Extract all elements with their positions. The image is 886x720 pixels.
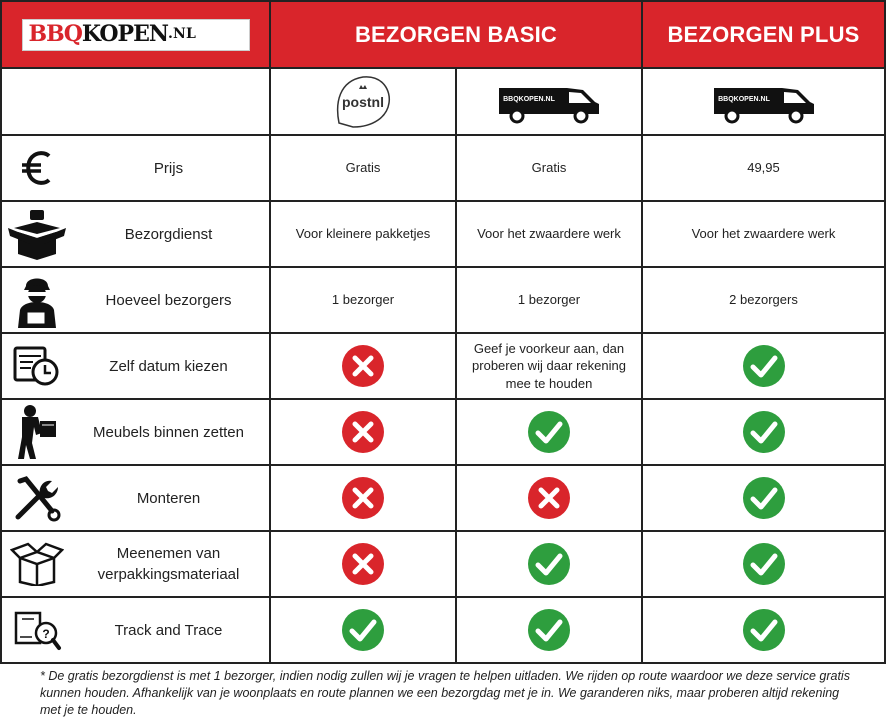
plus-value: 2 bezorgers — [643, 268, 886, 334]
logo-nl-text: .NL — [167, 26, 197, 43]
check-icon — [643, 400, 886, 466]
header-basic: BEZORGEN BASIC — [271, 0, 643, 69]
feature-cell — [0, 136, 271, 202]
package-icon — [2, 208, 72, 260]
feature-label: Meubels binnen zetten — [93, 423, 244, 441]
feature-cell — [0, 334, 271, 400]
basic-value: Gratis — [457, 136, 643, 202]
feature-cell — [0, 598, 271, 664]
check-icon — [643, 466, 886, 532]
basic-value: 1 bezorger — [457, 268, 643, 334]
logo-cell — [0, 0, 271, 69]
check-icon — [457, 598, 643, 664]
calendar-clock-icon — [2, 344, 72, 388]
carrier-basic-van-cell — [457, 69, 643, 136]
postnl-value: Gratis — [271, 136, 457, 202]
feature-label: Track and Trace — [114, 621, 223, 639]
plus-value: Voor het zwaardere werk — [643, 202, 886, 268]
footnote: * De gratis bezorgdienst is met 1 bezorger, indien nodig zullen wij je vragen te helpen uitladen. We rijden op route waardoor we deze service gratis kunnen houden. Afhankelijk van je woonplaats en route plannen we een bezorgdag met je in. We garanderen niks, maar proberen altijd rekening met je te houden. — [40, 669, 850, 717]
feature-cell — [0, 532, 271, 598]
feature-label: Meenemen van verpakkingsmateriaal — [97, 545, 240, 583]
logo-bbq-text: BBQ — [28, 20, 82, 47]
cross-icon — [271, 334, 457, 400]
svg-text:BBQKOPEN.NL: BBQKOPEN.NL — [503, 95, 555, 103]
cross-icon — [271, 466, 457, 532]
delivery-person-icon — [2, 403, 72, 461]
delivery-van-icon — [712, 80, 816, 124]
feature-label: Monteren — [136, 489, 201, 507]
courier-icon — [2, 272, 72, 328]
track-trace-icon — [2, 607, 72, 653]
check-icon — [643, 598, 886, 664]
check-icon — [643, 532, 886, 598]
open-box-icon — [2, 542, 72, 586]
svg-text:?: ? — [42, 627, 50, 641]
cross-icon — [457, 466, 643, 532]
check-icon — [643, 334, 886, 400]
feature-cell — [0, 202, 271, 268]
plus-value: 49,95 — [643, 136, 886, 202]
svg-text:BBQKOPEN.NL: BBQKOPEN.NL — [717, 95, 770, 103]
postnl-value: 1 bezorger — [271, 268, 457, 334]
feature-cell — [0, 466, 271, 532]
header-plus: BEZORGEN PLUS — [643, 0, 886, 69]
basic-value: Voor het zwaardere werk — [457, 202, 643, 268]
feature-label: Prijs — [153, 159, 184, 177]
delivery-van-icon — [497, 80, 601, 124]
bbqkopen-logo — [22, 19, 250, 51]
check-icon — [457, 400, 643, 466]
logo-kopen-text: KOPEN — [81, 20, 168, 47]
carrier-empty-cell — [0, 69, 271, 136]
tools-icon — [2, 473, 72, 523]
postnl-logo-icon — [333, 73, 393, 131]
cross-icon — [271, 400, 457, 466]
carrier-postnl-cell — [271, 69, 457, 136]
carrier-plus-van-cell — [643, 69, 886, 136]
check-icon — [271, 598, 457, 664]
svg-text:postnl: postnl — [342, 93, 384, 110]
feature-label: Zelf datum kiezen — [109, 357, 228, 375]
feature-cell — [0, 400, 271, 466]
basic-value: Geef je voorkeur aan, dan proberen wij daar rekening mee te houden — [457, 334, 643, 400]
feature-cell — [0, 268, 271, 334]
postnl-value: Voor kleinere pakketjes — [271, 202, 457, 268]
feature-label: Hoeveel bezorgers — [105, 291, 232, 309]
cross-icon — [271, 532, 457, 598]
euro-icon — [2, 148, 72, 188]
check-icon — [457, 532, 643, 598]
feature-label: Bezorgdienst — [124, 225, 213, 243]
